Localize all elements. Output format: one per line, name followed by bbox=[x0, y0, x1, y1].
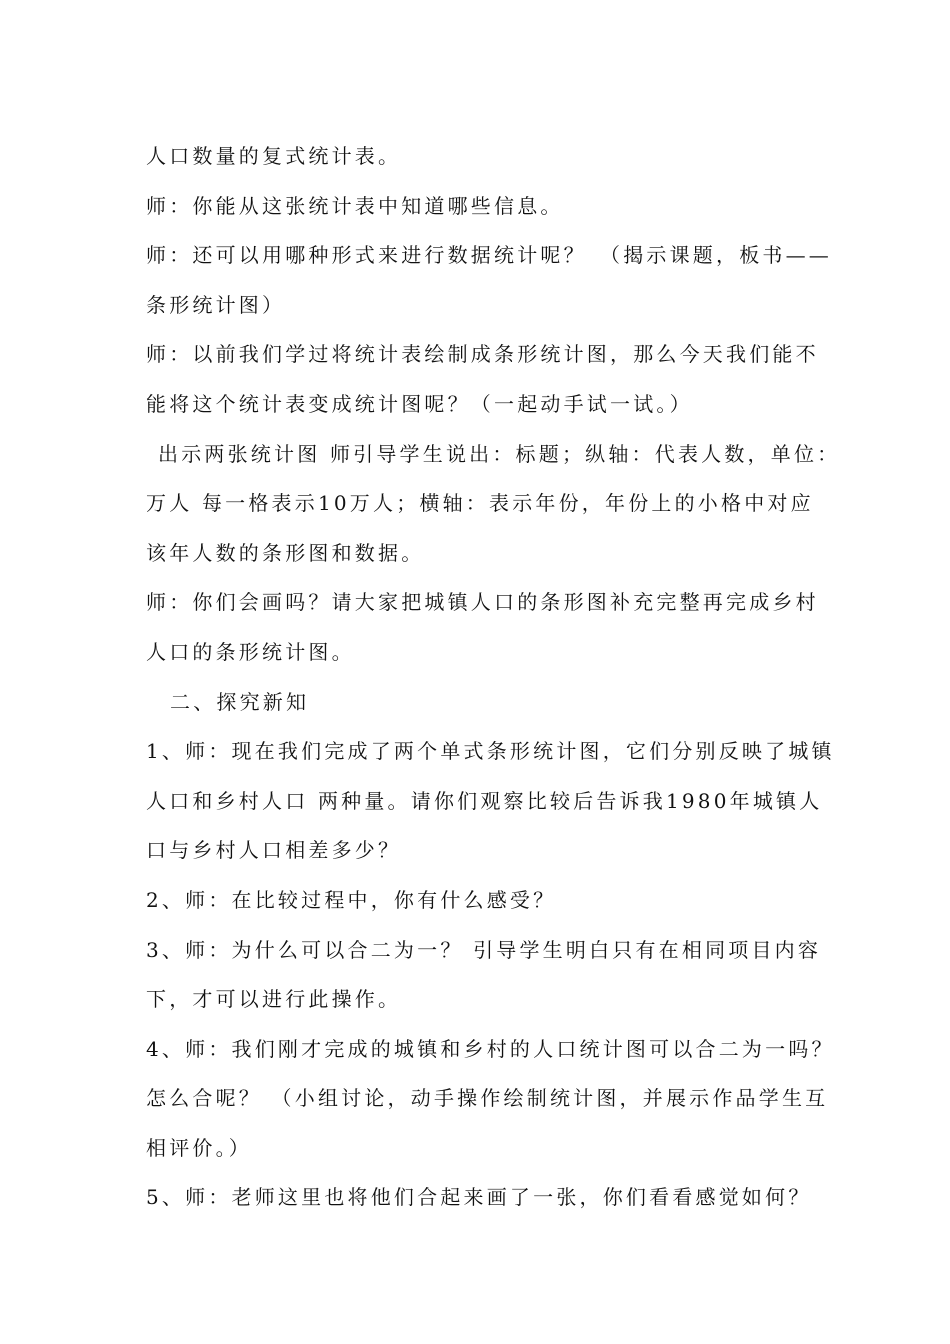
text-line: 口与乡村人口相差多少？ bbox=[146, 838, 402, 863]
text-line: 该年人数的条形图和数据。 bbox=[146, 540, 425, 565]
text-line: 下，才可以进行此操作。 bbox=[146, 987, 402, 1012]
text-line: 相评价。） bbox=[146, 1135, 252, 1160]
text-line: 3、师：为什么可以合二为一？ 引导学生明白只有在相同项目内容 bbox=[146, 937, 822, 962]
text-line: 出示两张统计图 师引导学生说出：标题；纵轴：代表人数，单位： bbox=[158, 441, 841, 466]
text-line: 万人 每一格表示10万人；横轴：表示年份，年份上的小格中对应 bbox=[146, 491, 814, 516]
text-line: 人口的条形统计图。 bbox=[146, 639, 355, 664]
text-line: 人口和乡村人口 两种量。请你们观察比较后告诉我1980年城镇人 bbox=[146, 788, 823, 813]
text-line: 师：你能从这张统计表中知道哪些信息。 bbox=[146, 193, 564, 218]
text-line: 条形统计图） bbox=[146, 292, 286, 317]
section-heading: 二、探究新知 bbox=[170, 689, 310, 714]
text-line: 师：还可以用哪种形式来进行数据统计呢？ （揭示课题，板书—— bbox=[146, 243, 832, 268]
document-body bbox=[146, 132, 841, 1223]
text-line: 能将这个统计表变成统计图呢？（一起动手试一试。） bbox=[146, 391, 693, 416]
text-line: 人口数量的复式统计表。 bbox=[146, 144, 402, 168]
text-line: 5、师：老师这里也将他们合起来画了一张，你们看看感觉如何？ bbox=[146, 1185, 812, 1210]
text-line: 1、师：现在我们完成了两个单式条形统计图，它们分别反映了城镇 bbox=[146, 739, 835, 764]
text-line: 怎么合呢？ （小组讨论，动手操作绘制统计图，并展示作品学生互 bbox=[146, 1086, 829, 1111]
text-line: 师：你们会画吗？请大家把城镇人口的条形图补充完整再完成乡村 bbox=[146, 590, 819, 615]
text-line: 师：以前我们学过将统计表绘制成条形统计图，那么今天我们能不 bbox=[146, 342, 819, 367]
text-line: 2、师：在比较过程中，你有什么感受？ bbox=[146, 887, 557, 912]
text-line: 4、师：我们刚才完成的城镇和乡村的人口统计图可以合二为一吗？ bbox=[146, 1036, 835, 1061]
